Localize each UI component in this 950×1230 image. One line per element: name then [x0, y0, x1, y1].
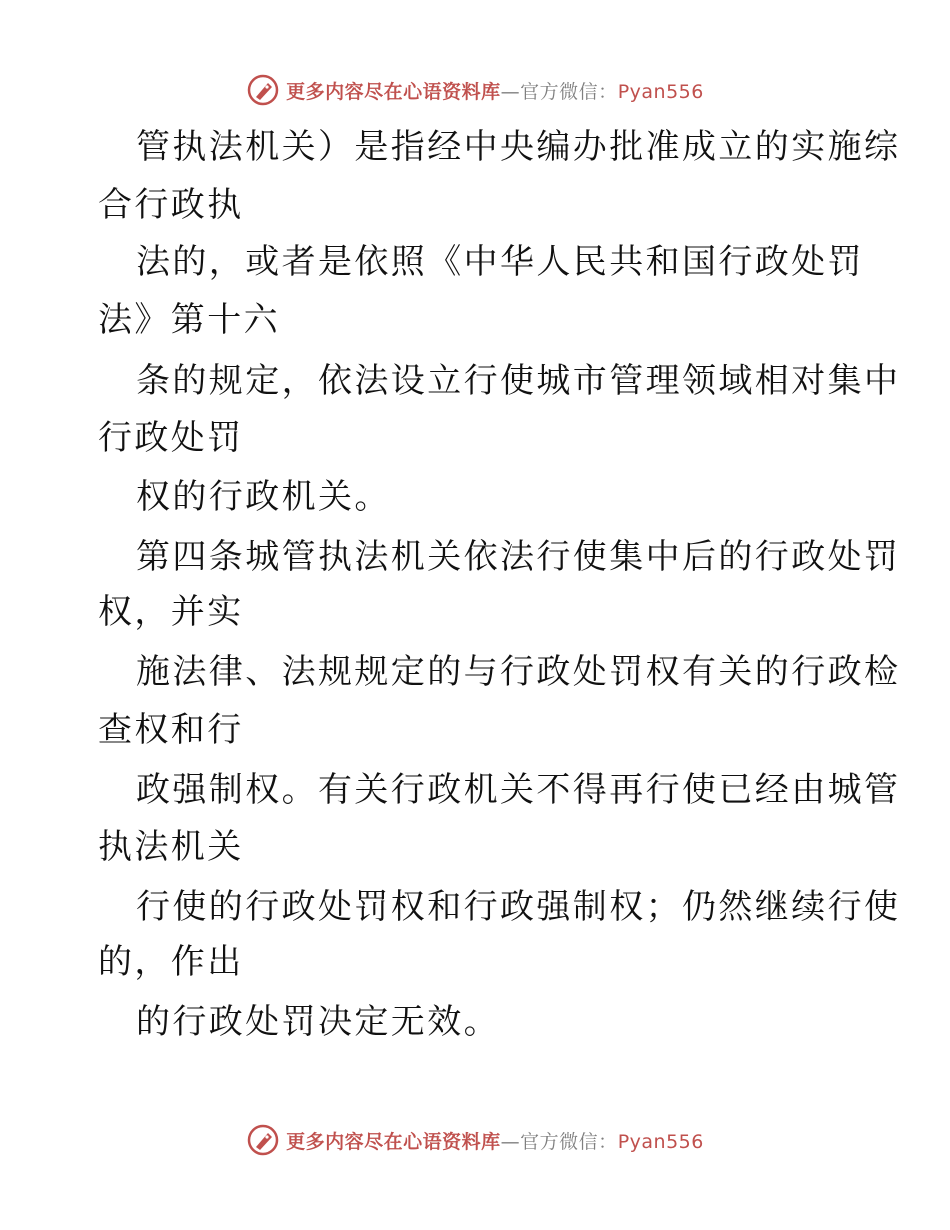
- body-line: 行政处罚: [98, 418, 244, 458]
- header-watermark: [0, 70, 950, 110]
- body-line: 的行政处罚决定无效。: [136, 1002, 500, 1042]
- body-line: 合行政执: [98, 185, 244, 225]
- watermark-wechat-label: 官方微信：: [520, 80, 618, 103]
- body-line: 查权和行: [98, 710, 244, 750]
- watermark-dash: —: [500, 80, 521, 103]
- watermark-site-name: 更多内容尽在心语资料库: [286, 1130, 501, 1153]
- watermark-dash: —: [500, 1130, 521, 1153]
- body-line: 政强制权。有关行政机关不得再行使已经由城管: [136, 770, 901, 810]
- body-line: 法的，或者是依照《中华人民共和国行政处罚: [136, 242, 864, 282]
- body-line: 第四条城管执法机关依法行使集中后的行政处罚: [136, 537, 901, 577]
- body-line: 的，作出: [98, 942, 244, 982]
- footer-watermark: [0, 1120, 950, 1160]
- body-line: 权的行政机关。: [136, 477, 391, 517]
- body-line: 执法机关: [98, 827, 244, 867]
- body-line: 施法律、法规规定的与行政处罚权有关的行政检: [136, 652, 901, 692]
- watermark-text: [286, 77, 704, 104]
- body-line: 管执法机关）是指经中央编办批准成立的实施综: [136, 127, 901, 167]
- body-line: 条的规定，依法设立行使城市管理领域相对集中: [136, 361, 901, 401]
- body-line: 法》第十六: [98, 300, 280, 340]
- body-line: 权，并实: [98, 592, 244, 632]
- watermark-wechat-label: 官方微信：: [520, 1130, 618, 1153]
- pen-nib-logo-icon: [246, 73, 280, 107]
- watermark-wechat-id: Pyan556: [617, 80, 704, 103]
- watermark-site-name: 更多内容尽在心语资料库: [286, 80, 501, 103]
- body-line: 行使的行政处罚权和行政强制权；仍然继续行使: [136, 887, 901, 927]
- pen-nib-logo-icon: [246, 1123, 280, 1157]
- watermark-text: [286, 1127, 704, 1154]
- watermark-wechat-id: Pyan556: [617, 1130, 704, 1153]
